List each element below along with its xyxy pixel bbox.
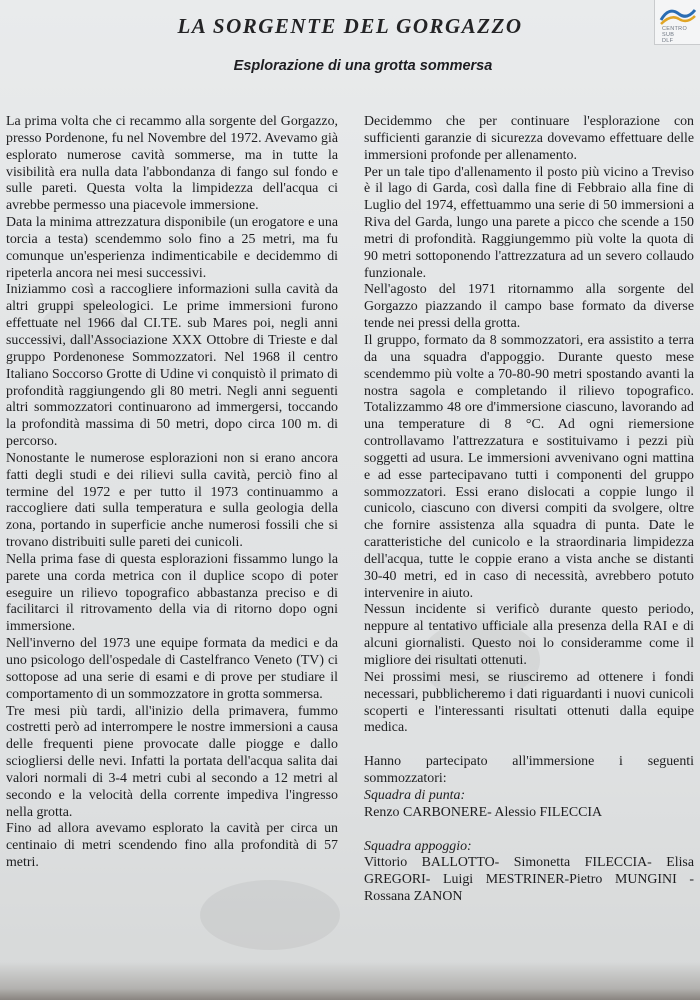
paragraph: Per un tale tipo d'allenamento il posto più vicino a Treviso è il lago di Garda, così dalla fine di Febbraio alla fine di Luglio del 1974, effettuammo una serie di 50 immersioni a Riva del Garda, lungo una parete a picco che scende a 150 metri di profondità. Raggiungemmo più volte la quota di 90 metri sottoponendo l'attrezzatura ad un severo collaudo funzionale. <box>364 164 694 281</box>
paragraph: Nei prossimi mesi, se riusciremo ad ottenere i fondi necessari, pubblicheremo i dati riguardanti i nuovi cunicoli scoperti e l'interessanti risultati ottenuti dalla equipe medica. <box>364 669 694 736</box>
paragraph: Nell'agosto del 1971 ritornammo alla sorgente del Gorgazzo piazzando il campo base formato da diverse tende nei pressi della grotta. <box>364 282 694 332</box>
paper-stain <box>200 880 340 950</box>
logo-text: CENTRO SUB <box>662 26 688 38</box>
wave-logo-icon <box>659 4 697 26</box>
paragraph: Iniziammo così a raccogliere informazioni sulla cavità da altri gruppi speleologici. Le prime immersioni furono effettuate nel 1966 dal CI.TE. sub Mares poi, negli anni successivi, dall'Associazione XXX Ottobre di Trieste e dal gruppo Pordenonese Sommozzatori. Nel 1968 il centro Italiano Soccorso Grotte di Udine vi conquistò il primato di profondità raggiungendo gli 80 metri. Negli anni seguenti altri sommozzatori continuarono ad immergersi, toccando la profondità massima di 50 metri, dopo circa 100 m. di percorso. <box>6 282 338 450</box>
logo-text: DLF <box>662 38 674 44</box>
page-subtitle: Esplorazione di una grotta sommersa <box>233 58 493 74</box>
paragraph: Fino ad allora avevamo esplorato la cavità per circa un centinaio di metri scendendo fino alla profondità di 57 metri. <box>6 821 338 871</box>
paragraph: Nella prima fase di questa esplorazioni fissammo lungo la parete una corda metrica con il duplice scopo di poter eseguire un rilievo topografico abbastanza preciso e di facilitarci il ritrovamento della via di ritorno dopo ogni immersione. <box>6 551 338 635</box>
paragraph: Nell'inverno del 1973 une equipe formata da medici e da uno psicologo dell'ospedale di Castelfranco Veneto (TV) ci sottopose ad una serie di esami e di prove per studiare il comportamento di un sommozzatore in grotta sommersa. <box>6 636 338 702</box>
paragraph: Data la minima attrezzatura disponibile (un erogatore e una torcia a testa) scendemmo solo fino a 25 metri, ma fu comunque un'esperienza indimenticabile e decidemmo di ripeterla ancora nei mesi successivi. <box>6 215 338 281</box>
paragraph: Nessun incidente si verificò durante questo periodo, neppure al tentativo ufficiale alla presenza della RAI e di alcuni giornalisti. Questo noi lo consideramme come il migliore dei risultati ottenuti. <box>364 602 694 668</box>
lead-team-label: Squadra di punta: <box>364 787 466 803</box>
club-logo <box>654 0 700 45</box>
support-team-label: Squadra appoggio: <box>364 838 472 854</box>
paragraph: Tre mesi più tardi, all'inizio della primavera, fummo costretti però ad interrompere le nostre immersioni a causa delle frequenti piene provocate dalle piogge e dallo sciogliersi delle nevi. Infatti la portata dell'acqua salita dai valori normali di 3-4 metri cubi al secondo a 12 metri al secondo e la velocità della corrente impediva l'ingresso nella grotta. <box>6 703 338 820</box>
paragraph: Decidemmo che per continuare l'esplorazione con sufficienti garanzie di sicurezza dovevamo effettuare delle immersioni profonde per allenamento. <box>364 114 694 163</box>
right-column <box>364 114 694 906</box>
paragraph: Il gruppo, formato da 8 sommozzatori, era assistito a terra da una squadra d'appoggio. Durante questo mese scendemmo più volte a 70-80-90 metri spostando avanti la nostra sagola e completando il rilievo topografico. Totalizzammo 48 ore d'immersione ciascuno, lavorando ad una temperature di 8 °C. Ad ogni riemersione controllavamo l'attrezzatura e sostituivamo i pezzi più soggetti ad usura. Le immersioni avvenivano ogni mattina e ad esse partecipavano tutti i componenti del gruppo sommozzatori. Essi erano dislocati a coppie lungo il cunicolo, ciascuno con diversi compiti da svolgere, oltre che fornire assistenza alla squadra di punta. Date le caratteristiche del cunicolo e la straordinaria limpidezza dell'acqua, tutte le coppie erano a vista anche se distanti 30-40 metri, ed in caso di necessità, avrebbero potuto intervenire in aiuto. <box>364 332 694 601</box>
support-team-members: Vittorio BALLOTTO- Simonetta FILECCIA- Elisa GREGORI- Luigi MESTRINER-Pietro MUNGINI - Rossana ZANON <box>364 855 694 905</box>
bottom-edge-damage <box>0 962 700 1000</box>
paragraph: La prima volta che ci recammo alla sorgente del Gorgazzo, presso Pordenone, fu nel Novembre del 1972. Avevamo già esplorato numerose cavità sommerse, ma in tutte la visibilità era nulla data l'abbondanza di fango sul fondo e sulle pareti. Questa volta la limpidezza dell'acqua ci avrebbe permesso una piacevole immersione. <box>6 114 338 214</box>
left-column <box>6 114 338 872</box>
lead-team-members: Renzo CARBONERE- Alessio FILECCIA <box>364 804 603 820</box>
paragraph: Nonostante le numerose esplorazioni non si erano ancora fatti degli studi e dei rilievi sulla cavità, perciò fino al termine del 1972 e per tutto il 1973 continuammo a raccogliere dati sulla temperatura e sulla geologia della zona, portando in superficie anche numerosi fossili che si trovano distribuiti sulle pareti dei cunicoli. <box>6 450 338 551</box>
page-title: LA SORGENTE DEL GORGAZZO <box>177 14 523 38</box>
participants-intro: Hanno partecipato all'immersione i seguenti sommozzatori: <box>364 754 694 787</box>
